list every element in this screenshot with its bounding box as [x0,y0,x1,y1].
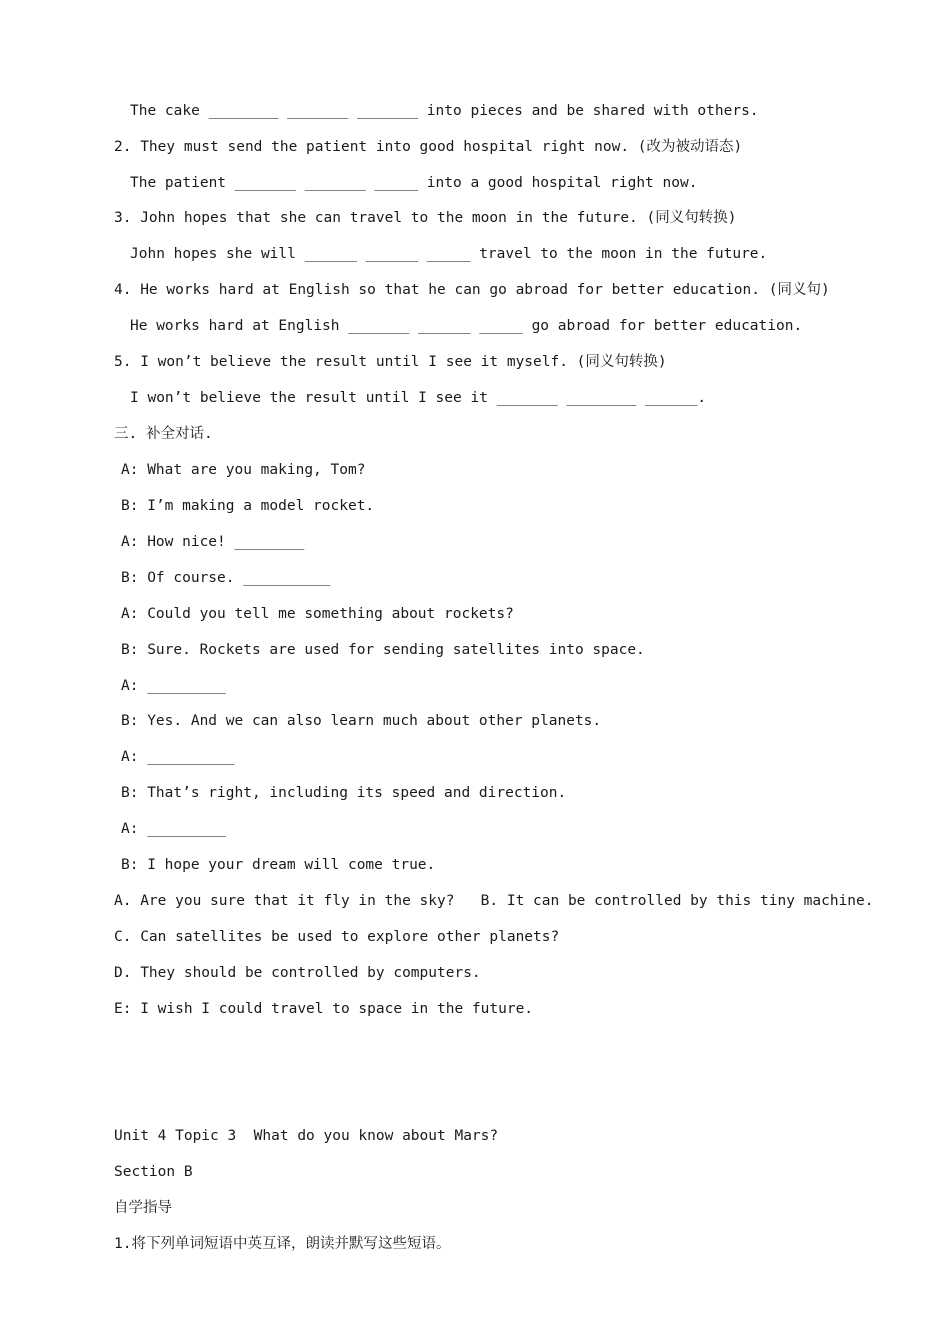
option-line: A. Are you sure that it fly in the sky? B. It can be controlled by this tiny machine. [114,893,874,909]
task-instruction: 1.将下列单词短语中英互译，朗读并默写这些短语。 [114,1236,451,1252]
dialogue-line: A: What are you making, Tom? [121,462,366,478]
option-line: E: I wish I could travel to space in the future. [114,1001,534,1017]
q3-answer-line: John hopes she will ______ ______ _____ travel to the moon in the future. [130,246,768,262]
dialogue-line: B: I hope your dream will come true. [121,857,436,873]
dialogue-line: A: _________ [121,678,226,694]
dialogue-line: B: I’m making a model rocket. [121,498,375,514]
option-line: D. They should be controlled by computers. [114,965,481,981]
dialogue-heading: 三. 补全对话. [114,426,213,442]
q1-answer-line: The cake ________ _______ _______ into pieces and be shared with others. [130,103,759,119]
q2-answer-line: The patient _______ _______ _____ into a good hospital right now. [130,175,698,191]
q5-answer-line: I won’t believe the result until I see it _______ ________ ______. [130,390,707,406]
dialogue-line: A: Could you tell me something about rockets? [121,606,514,622]
guide-heading: 自学指导 [114,1200,172,1216]
dialogue-line: B: Yes. And we can also learn much about other planets. [121,713,602,729]
section-label: Section B [114,1164,193,1180]
q5-prompt: 5. I won’t believe the result until I see it myself. (同义句转换) [114,354,667,370]
dialogue-line: A: __________ [121,749,235,765]
q4-prompt: 4. He works hard at English so that he can go abroad for better education. (同义句) [114,282,830,298]
dialogue-line: B: Sure. Rockets are used for sending satellites into space. [121,642,645,658]
q3-prompt: 3. John hopes that she can travel to the moon in the future. (同义句转换) [114,210,737,226]
unit-title: Unit 4 Topic 3 What do you know about Mars? [114,1128,499,1144]
dialogue-line: A: _________ [121,821,226,837]
q4-answer-line: He works hard at English _______ ______ _____ go abroad for better education. [130,318,803,334]
dialogue-line: A: How nice! ________ [121,534,305,550]
dialogue-line: B: That’s right, including its speed and direction. [121,785,567,801]
q2-prompt: 2. They must send the patient into good hospital right now. (改为被动语态) [114,139,743,155]
dialogue-line: B: Of course. __________ [121,570,331,586]
option-line: C. Can satellites be used to explore other planets? [114,929,560,945]
